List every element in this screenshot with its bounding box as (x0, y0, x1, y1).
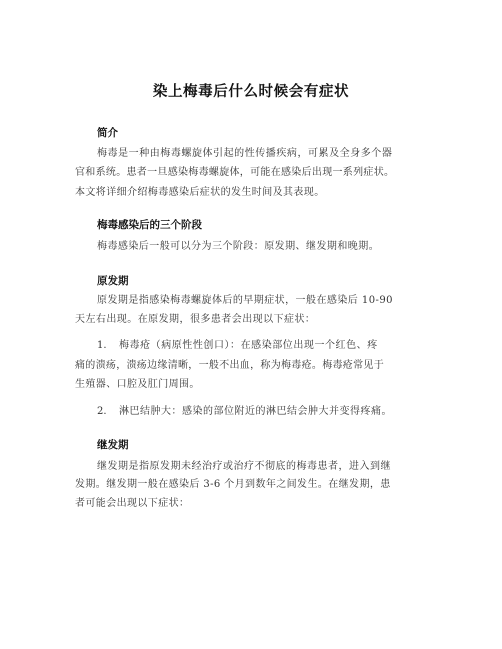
list-item-1-number: 1. (97, 340, 107, 351)
list-item-1-line-3: 生殖器、口腔及肛门周围。 (75, 379, 200, 390)
document-title: 染上梅毒后什么时候会有症状 (152, 84, 350, 100)
secondary-line-2: 发期。继发期一般在感染后 3-6 个月到数年之间发生。在继发期，患 (75, 479, 391, 490)
heading-three-stages: 梅毒感染后的三个阶段 (97, 219, 202, 231)
heading-primary-stage: 原发期 (97, 275, 129, 287)
secondary-line-3: 者可能会出现以下症状： (75, 498, 190, 509)
stages-line-1: 梅毒感染后一般可以分为三个阶段：原发期、继发期和晚期。 (97, 241, 380, 252)
list-item-1-line-2: 痛的溃疡，溃疡边缘清晰，一般不出血，称为梅毒疮。梅毒疮常见于 (75, 360, 384, 371)
intro-line-1: 梅毒是一种由梅毒螺旋体引起的性传播疾病，可累及全身多个器 (97, 148, 393, 159)
list-item-1-line-1: 梅毒疮（病原性性创口）：在感染部位出现一个红色、疼 (119, 340, 378, 351)
list-item-2-number: 2. (97, 406, 107, 417)
list-item-2-line-1: 淋巴结肿大：感染的部位附近的淋巴结会肿大并变得疼痛。 (119, 406, 392, 417)
primary-line-2: 天左右出现。在原发期，很多患者会出现以下症状： (75, 314, 316, 325)
intro-line-2: 官和系统。患者一旦感染梅毒螺旋体，可能在感染后出现一系列症状。 (75, 167, 395, 178)
primary-line-1: 原发期是指感染梅毒螺旋体后的早期症状，一般在感染后 10-90 (97, 295, 393, 306)
intro-line-3: 本文将详细介绍梅毒感染后症状的发生时间及其表现。 (75, 187, 325, 198)
secondary-line-1: 继发期是指原发期未经治疗或治疗不彻底的梅毒患者，进入到继 (97, 461, 391, 472)
heading-secondary-stage: 继发期 (97, 439, 129, 451)
heading-intro: 简介 (97, 127, 118, 139)
